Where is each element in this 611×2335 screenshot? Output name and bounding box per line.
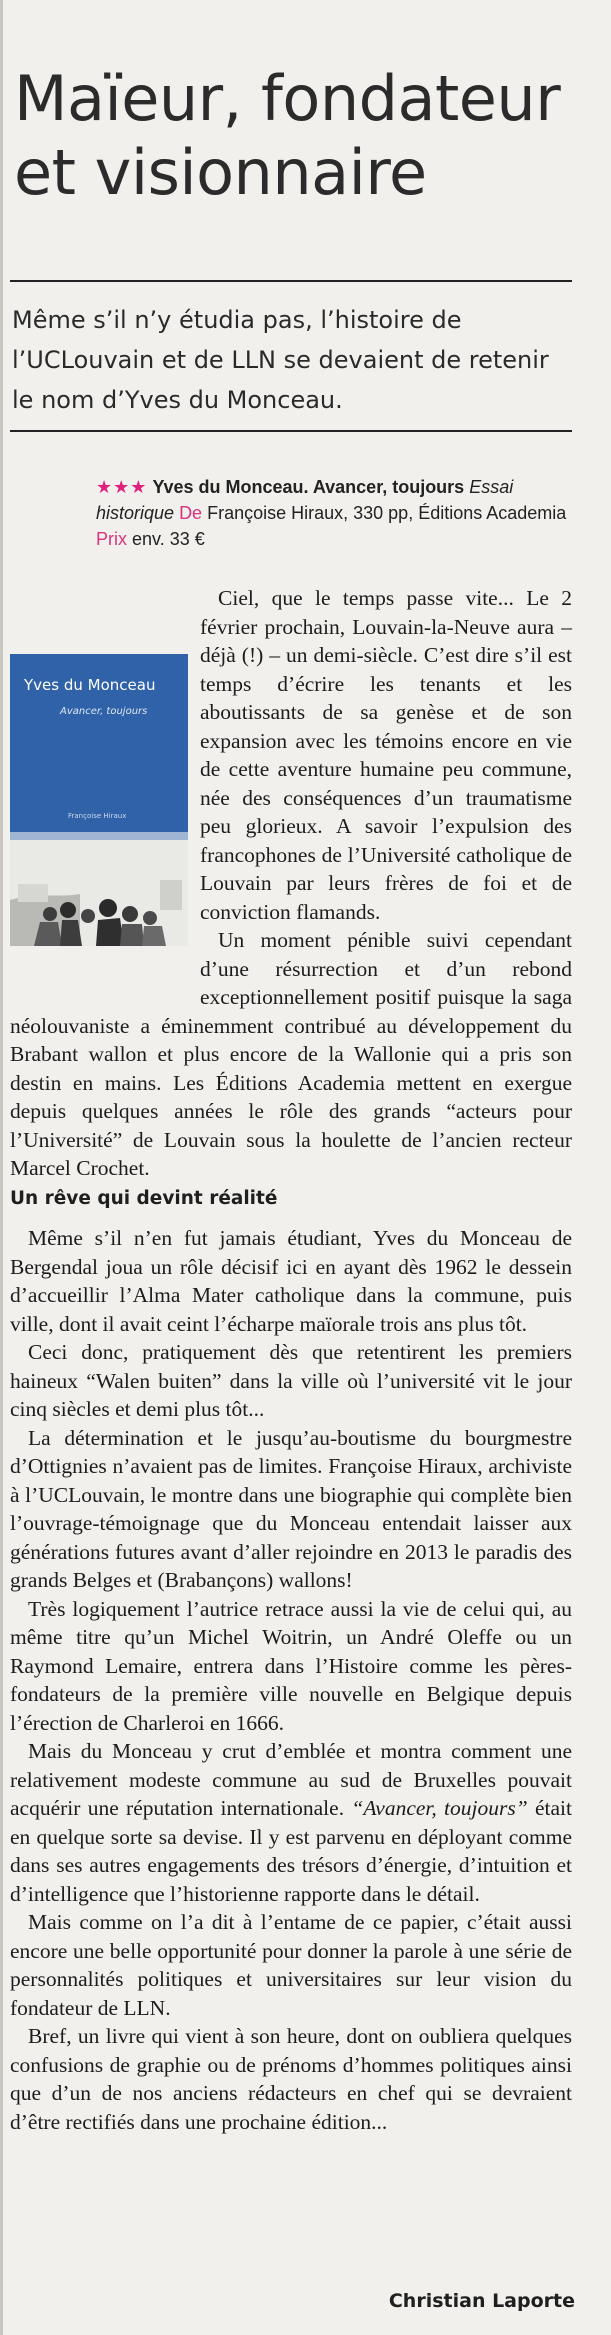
book-info [96, 474, 574, 552]
intro-paragraph-text: Ciel, que le temps passe vite... Le 2 février prochain, Louvain-la-Neuve aura – déjà (!) – un demi-siècle. C’est dire s’il est temps d’écrire les tenants et les aboutissants de sa genèse et de son expansion avec les témoins encore en vie de cette aventure humaine peu commune, née des conséquences d’un traumatisme peu glorieux. A savoir l’expulsion des francophones de l’Université catholique de Louvain par leurs frères de foi et de conviction flamands. [200, 586, 572, 924]
body-paragraph-4: Très logiquement l’autrice retrace aussi la vie de celui qui, au même titre qu’un Michel Woitrin, un André Oleffe ou un Raymond Lemaire, entrera dans l’Histoire comme les pères-fondateurs de la première ville nouvelle en Belgique depuis l’érection de Charleroi en 1666. [10, 1596, 572, 1735]
book-cover-subtitle: Avancer, toujours [60, 706, 148, 717]
body-paragraph-5-start: Mais du Monceau y crut d’emblée et montra comment une relativement modeste commune au sud de Bruxelles pouvait acquérir une réputation internationale. [10, 1739, 572, 1820]
book-price: env. 33 € [132, 529, 205, 549]
second-paragraph: Un moment pénible suivi cependant d’une résurrection et d’un rebond exceptionnellement positif puisque la saga néolouvaniste a éminemment contribué au développement du Brabant wallon et plus encore de la Wallonie qui a pris son destin en mains. Les Éditions Academia mettent en exergue depuis quelques années le rôle des grands “acteurs pour l’Université” de Louvain sous la houlette de l’ancien recteur Marcel Crochet. [10, 928, 572, 1180]
standfirst: Même s’il n’y étudia pas, l’histoire de l’UCLouvain et de LLN se devaient de retenir le nom d’Yves du Monceau. [12, 306, 549, 414]
body-paragraph-2: Ceci donc, pratiquement dès que retentirent les premiers haineux “Walen buiten” dans la ville où l’université vit le jour cinq siècles et demi plus tôt... [10, 1340, 572, 1421]
standfirst-divider [10, 430, 572, 432]
book-genre: Essai historique [96, 477, 514, 523]
book-author-label: De [179, 503, 203, 523]
cover-wrap-spacer [10, 658, 200, 988]
book-cover-author: Yves du Monceau [24, 676, 156, 694]
headline: Maïeur, fondateur et visionnaire [14, 62, 561, 209]
motto-quote: “Avancer, toujours” [351, 1796, 528, 1820]
book-details: Françoise Hiraux, 330 pp, Éditions Academia [207, 503, 567, 523]
section-subhead: Un rêve qui devint réalité [10, 1188, 278, 1209]
page-edge-rule [0, 0, 3, 2335]
main-body-column [10, 1224, 572, 2136]
body-paragraph-5 [10, 1737, 572, 1908]
rating-stars-icon: ★★★ [96, 477, 148, 497]
book-price-label: Prix [96, 529, 127, 549]
book-cover-credit: Françoise Hiraux [68, 812, 127, 820]
body-paragraph-1: Même s’il n’en fut jamais étudiant, Yves du Monceau de Bergendal joua un rôle décisif ici en ayant dès 1962 le dessein d’accueillir l’Alma Mater catholique dans la commune, puis ville, dont il avait ceint l’écharpe maïorale trois ans plus tôt. [10, 1226, 572, 1336]
intro-text-block [10, 584, 572, 1183]
body-paragraph-6: Mais comme on l’a dit à l’entame de ce papier, c’était aussi encore une belle opportunité pour donner la parole à une série de personnalités politiques et universitaires sur leur vision du fondateur de LLN. [10, 1910, 572, 2020]
body-paragraph-5-end: était en quelque sorte sa devise. Il y est parvenu en déployant comme dans ses autres engagements des trésors d’énergie, d’intuition et d’intelligence que l’historienne rapporte dans le détail. [10, 1796, 573, 1906]
headline-divider [10, 280, 572, 282]
intro-paragraph [10, 584, 572, 1183]
body-paragraph-7: Bref, un livre qui vient à son heure, dont on oubliera quelques confusions de graphie ou de prénoms d’hommes politiques ainsi que d’un de nos anciens rédacteurs en chef qui se devraient d’être rectifiés dans une prochaine édition... [10, 2024, 572, 2134]
author-signature: Christian Laporte [388, 2290, 575, 2312]
body-paragraph-3: La détermination et le jusqu’au-boutisme du bourgmestre d’Ottignies n’avaient pas de limites. Françoise Hiraux, archiviste à l’UCLouvain, le montre dans une biographie qui complète bien l’ouvrage-témoignage que du Monceau entendait laisser aux générations futures avant d’aller rejoindre en 2013 le paradis des grands Belges et (Brabançons) wallons! [10, 1425, 572, 1592]
book-title: Yves du Monceau. Avancer, toujours [152, 477, 465, 497]
